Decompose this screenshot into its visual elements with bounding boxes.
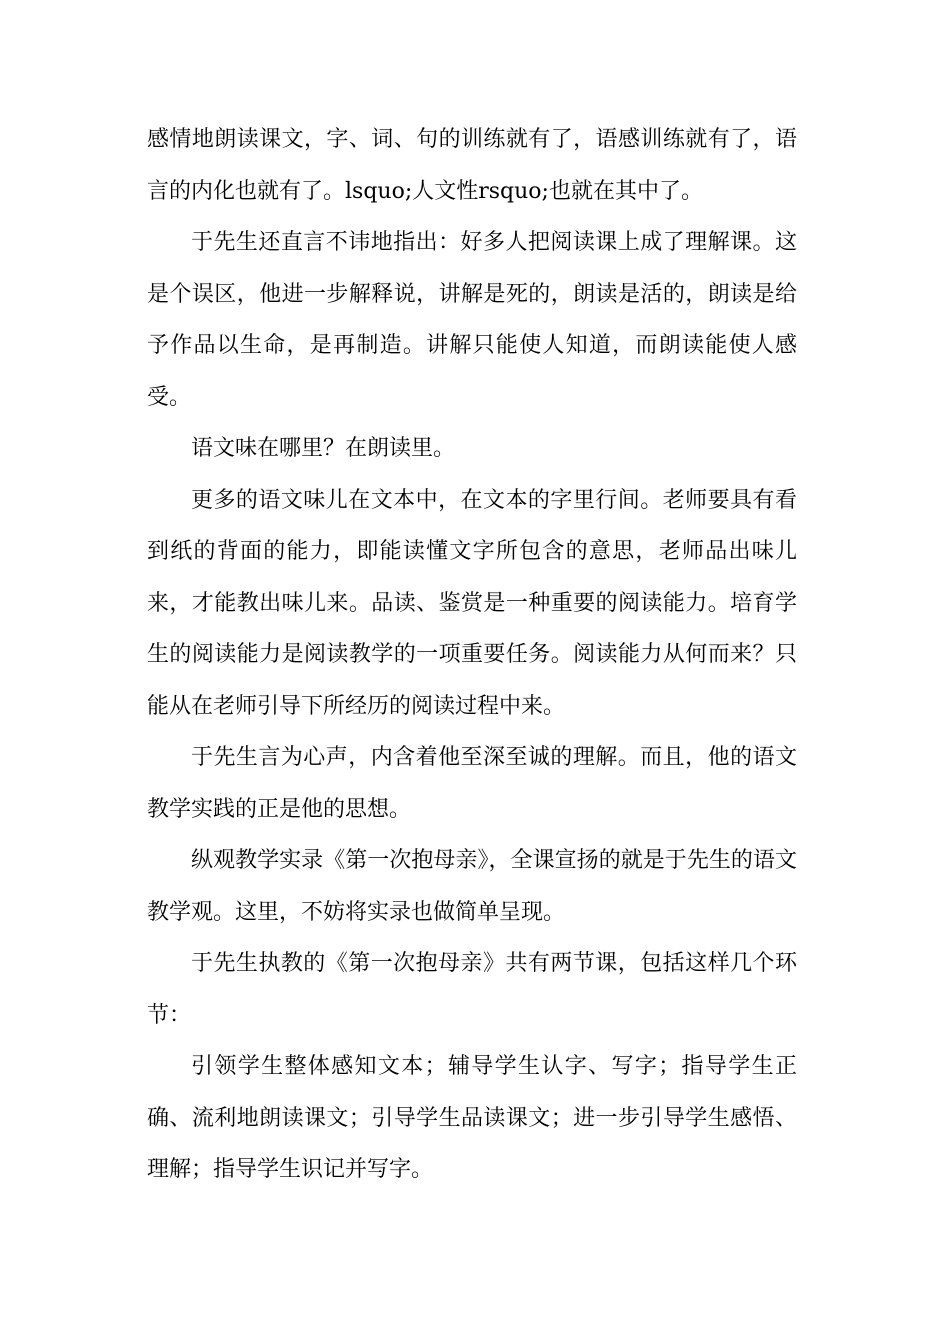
document-body	[147, 114, 797, 1196]
paragraph-8: 引领学生整体感知文本；辅导学生认字、写字；指导学生正确、流利地朗读课文；引导学生品读课文；进一步引导学生感悟、理解；指导学生识记并写字。	[147, 1054, 797, 1182]
paragraph-4: 更多的语文味儿在文本中，在文本的字里行间。老师要具有看到纸的背面的能力，即能读懂文字所包含的意思，老师品出味儿来，才能教出味儿来。品读、鉴赏是一种重要的阅读能力。培育学生的阅读能力是阅读教学的一项重要任务。阅读能力从何而来？只能从在老师引导下所经历的阅读过程中来。	[147, 487, 797, 719]
paragraph-1: 感情地朗读课文，字、词、句的训练就有了，语感训练就有了，语言的内化也就有了。lsquo;人文性rsquo;也就在其中了。	[147, 127, 797, 204]
paragraph-3: 语文味在哪里？在朗读里。	[191, 436, 456, 461]
paragraph-2: 于先生还直言不讳地指出：好多人把阅读课上成了理解课。这是个误区，他进一步解释说，讲解是死的，朗读是活的，朗读是给予作品以生命，是再制造。讲解只能使人知道，而朗读能使人感受。	[147, 230, 797, 410]
paragraph-5: 于先生言为心声，内含着他至深至诚的理解。而且，他的语文教学实践的正是他的思想。	[147, 745, 797, 822]
paragraph-6: 纵观教学实录《第一次抱母亲》，全课宣扬的就是于先生的语文教学观。这里，不妨将实录也做简单呈现。	[147, 848, 797, 925]
paragraph-7: 于先生执教的《第一次抱母亲》共有两节课，包括这样几个环节：	[147, 951, 797, 1028]
